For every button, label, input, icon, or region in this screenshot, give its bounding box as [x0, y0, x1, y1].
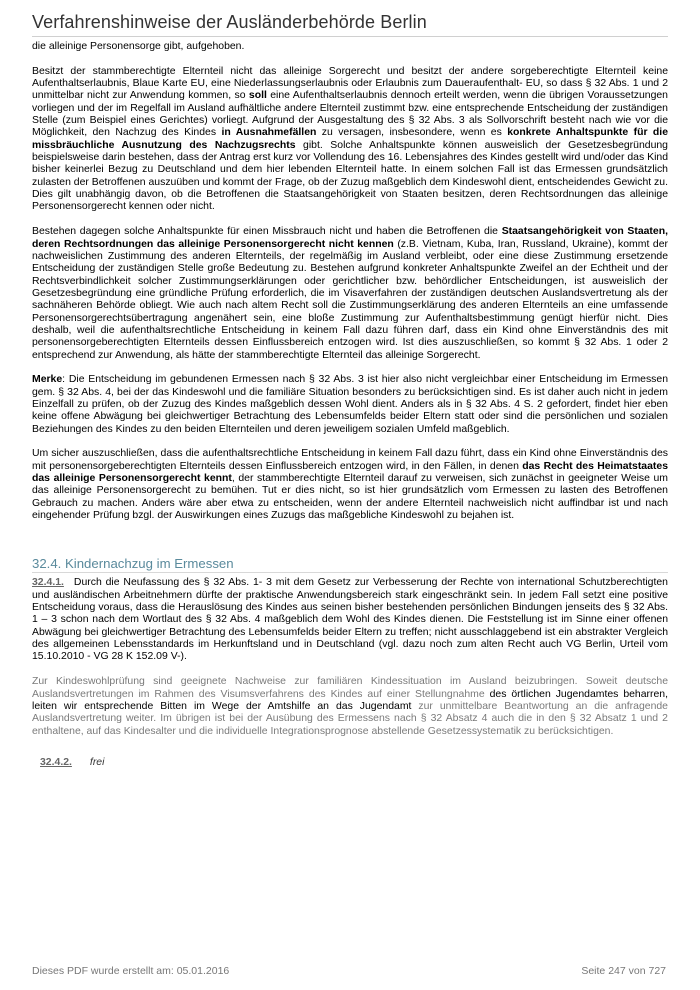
- text-run: gibt. Solche Anhaltspunkte können ausweislich der Gesetzesbegründung beispielsweise darin bestehen, dass der Antrag erst kurz vor Vollendung des 16. Lebensjahres des Kindes gestellt wird und/oder das Kind bisher keinerlei Bezug zu Deutschland und dem hier lebenden Elternteil hatte. In einem solchen Fall ist das Ermessen grundsätzlich zulasten der Betroffenen auszuüben und kommt der Frage, ob der Zuzug maßgeblich dem Kindeswohl dient, entscheidendes Gewicht zu. Dies gilt unabhängig davon, ob die Betroffenen die Staatsangehörigkeit von Staaten besitzen, deren Rechtsordnungen das alleinige Personensorgerecht kennen oder nicht.: [32, 139, 668, 213]
- bold-run: das Recht des Heimatstaates das alleinige Personensorgerecht kennt: [32, 460, 668, 485]
- paragraph-merke: [32, 374, 668, 436]
- page-title: Verfahrenshinweise der Ausländerbehörde Berlin: [32, 12, 427, 32]
- header-divider: [32, 36, 668, 37]
- subsection-32-4-2: [32, 757, 668, 769]
- footer-page-number: Seite 247 von 727: [581, 965, 666, 977]
- dark-run: des örtlichen Jugendamtes beharren, leiten wir entsprechende Bitten im Wege der Amtshilfe an das Jugendamt: [32, 688, 668, 712]
- text-run: , der stammberechtigte Elternteil darauf zu verweisen, sich zunächst in geeigneter Weise um das alleinige Personensorgerecht zu bemühen. Tut er dies nicht, so ist hier grundsätzlich vom Ermessen zu lasten des Betroffenen Gebrauch zu machen. Anders wäre aber etwa zu entscheiden, wenn der andere Elternteil nachweislich nicht auffindbar ist und nach eingehender Prüfung bzgl. der Auswirkungen eines Zuzugs das maßgebliche Kindeswohl zu bejahen ist.: [32, 473, 668, 522]
- subsection-32-4-1: [32, 577, 668, 663]
- paragraph-heimatstaat: [32, 448, 668, 522]
- text-run: (z.B. Vietnam, Kuba, Iran, Russland, Ukraine), kommt der nachweislichen Zustimmung des anderen Elternteils, der regelmäßig im Ausland verbleibt, oder eine diese Zustimmung ersetzende Entscheidung der zuständigen Stelle große Bedeutung zu. Bestehen aufgrund konkreter Anhaltspunkte Zweifel an der Echtheit und der Rechtsverbindlichkeit solcher Zustimmungserklärungen oder gerichtlicher bzw. behördlicher Entscheidungen, ist ausweislich der Gesetzesbegründung eine gründliche Prüfung erforderlich, die im Visaverfahren der zuständigen deutschen Auslandsvertretung als der sachnäheren Behörde obliegt. Wie auch nach altem Recht soll die Zustimmungserklärung des anderen Elternteils an eine umfassende Personensorgerechtsübertragung angenähert sein, eine bloße Zustimmung zur Aufenthaltsbestimmung genügt hierfür nicht. Dies deshalb, weil die aufenthaltsrechtliche Entscheidung in keinem Fall dazu führen darf, dass ein Kind ohne Einverständnis des mit personensorgeberechtigten Elternteils dessen Einflussbereich entzogen wird. Ist dies auszuschließen, so kommt § 32 Abs. 1 oder 2 entsprechend zur Anwendung, als hätte der stammberechtigte Elternteil das alleinige Sorgerecht.: [32, 238, 668, 361]
- bold-run: Merke: [32, 374, 63, 386]
- paragraph-sorgerecht: [32, 66, 668, 214]
- bold-run: konkrete Anhaltspunkte für die missbräuchliche Ausnutzung des Nachzugsrechts: [32, 127, 669, 151]
- paragraph-intro-fragment: die alleinige Personensorge gibt, aufgehoben.: [32, 41, 245, 52]
- paragraph-kindeswohlpruefung: [32, 676, 668, 738]
- bold-run: Staatsangehörigkeit von Staaten, deren Rechtsordnungen das alleinige Personensorgerecht nicht kennen: [32, 226, 668, 250]
- subsection-number: 32.4.1.: [32, 577, 64, 589]
- text-run: Zur Kindeswohlprüfung sind geeignete Nachweise zur familiären Kindessituation im Ausland beizubringen. Soweit deutsche Auslandsvertretungen im Rahmen des Visumsverfahrens des Kindes auf einer Stellungnahme: [32, 676, 668, 700]
- text-run: eine Aufenthaltserlaubnis dennoch erteilt werden, wenn die übrigen Voraussetzungen vorliegen und der im Regelfall im Ausland aufhältliche andere Elternteil zustimmt bzw. eine entsprechende Entscheidung der zuständigen Stelle (zum Beispiel eines Gerichtes) vorliegt. Aufgrund der Ausgestaltung des § 32 Abs. 3 als Sollvorschrift besteht nach wie vor die Möglichkeit, den Nachzug des Kindes: [32, 90, 668, 139]
- section-heading: 32.4. Kindernachzug im Ermessen: [32, 556, 668, 573]
- text-run: zu versagen, insbesondere, wenn es: [316, 127, 508, 139]
- text-run: zur unmittelbare Beantwortung an die anfragende Auslandsvertretung weiter. Im übrigen ist bei der Ausübung des Ermessens nach § 32 Absatz 4 auch die in den § 32 Absatz 1 und 2 enthaltene, auf das Kindesalter und die individuelle Integrationsprognose abstellende Gesetzessystematik zu berücksichtigen.: [32, 700, 668, 737]
- text-run: Um sicher auszuschließen, dass die aufenthaltsrechtliche Entscheidung in keinem Fall dazu führt, dass ein Kind ohne Einverständnis des mit personensorgeberechtigten Elternteils dessen Einflussbereich entzogen wird, in den Fällen, in denen: [32, 448, 668, 472]
- document-body: [32, 41, 668, 769]
- text-run: Bestehen dagegen solche Anhaltspunkte für einen Missbrauch nicht und haben die Betroffenen die: [32, 226, 502, 238]
- subsection-text: frei: [89, 756, 105, 768]
- text-run: : Die Entscheidung im gebundenen Ermessen nach § 32 Abs. 3 ist hier also nicht vergleichbar einer Entscheidung im Ermessen gem. § 32 Abs. 4, bei der das Kindeswohl und die familiäre Situation besonders zu berücksichtigen sind. Es ist daher auch nicht in jedem Einzelfall zu prüfen, ob der Zuzug des Kindes maßgeblich dessen Wohl dient. Anders als in § 32 Abs. 4 S. 2 gefordert, findet hier eben keine offene Abwägung bei gleichwertiger Betrachtung des Lebensumfelds beider Eltern statt oder sind die persönlichen und sozialen Beziehungen des Kindes zu den beiden Elternteilen und deren jeweiligem sozialen Umfeld maßgeblich.: [32, 374, 668, 435]
- text-run: Besitzt der stammberechtigte Elternteil nicht das alleinige Sorgerecht und besitzt der andere sorgeberechtigte Elternteil keine Aufenthaltserlaubnis, Blaue Karte EU, eine Niederlassungserlaubnis oder Erlaubnis zum Daueraufenthalt- EU, so dass § 32 Abs. 1 und 2 unmittelbar nicht zur Anwendung kommen, so: [32, 65, 668, 102]
- footer-created-date: Dieses PDF wurde erstellt am: 05.01.2016: [32, 965, 230, 977]
- subsection-number: 32.4.2.: [40, 756, 72, 768]
- subsection-text: Durch die Neufassung des § 32 Abs. 1- 3 mit dem Gesetz zur Verbesserung der Rechte von international Schutzberechtigten und ausländischen Arbeitnehmern dürfte der praktische Anwendungsbereich stark eingeschränkt sein. In jedem Fall setzt eine positive Entscheidung voraus, dass die Herauslösung des Kindes aus seinen bisher bestehenden persönlichen Bindungen jenseits des § 32 Abs. 1 – 3 schon nach dem Wortlaut des § 32 Abs. 4 maßgeblich dem Wohl des Kindes dienen. Die Feststellung ist im Sinne einer offenen Abwägung bei gleichwertiger Betrachtung des Lebensumfelds beider Eltern zu treffen; nicht ausschlaggebend ist ein abstrakter Vergleich des allgemeinen Lebensstandards im Herkunftsland und in Deutschland (vgl. dazu noch zum alten Recht auch VG Berlin, Urteil vom 15.10.2010 - VG 28 K 152.09 V-).: [32, 577, 668, 663]
- bold-run: in Ausnahmefällen: [221, 127, 317, 139]
- bold-run: soll: [248, 90, 267, 102]
- paragraph-staatsangehoerigkeit: [32, 226, 668, 362]
